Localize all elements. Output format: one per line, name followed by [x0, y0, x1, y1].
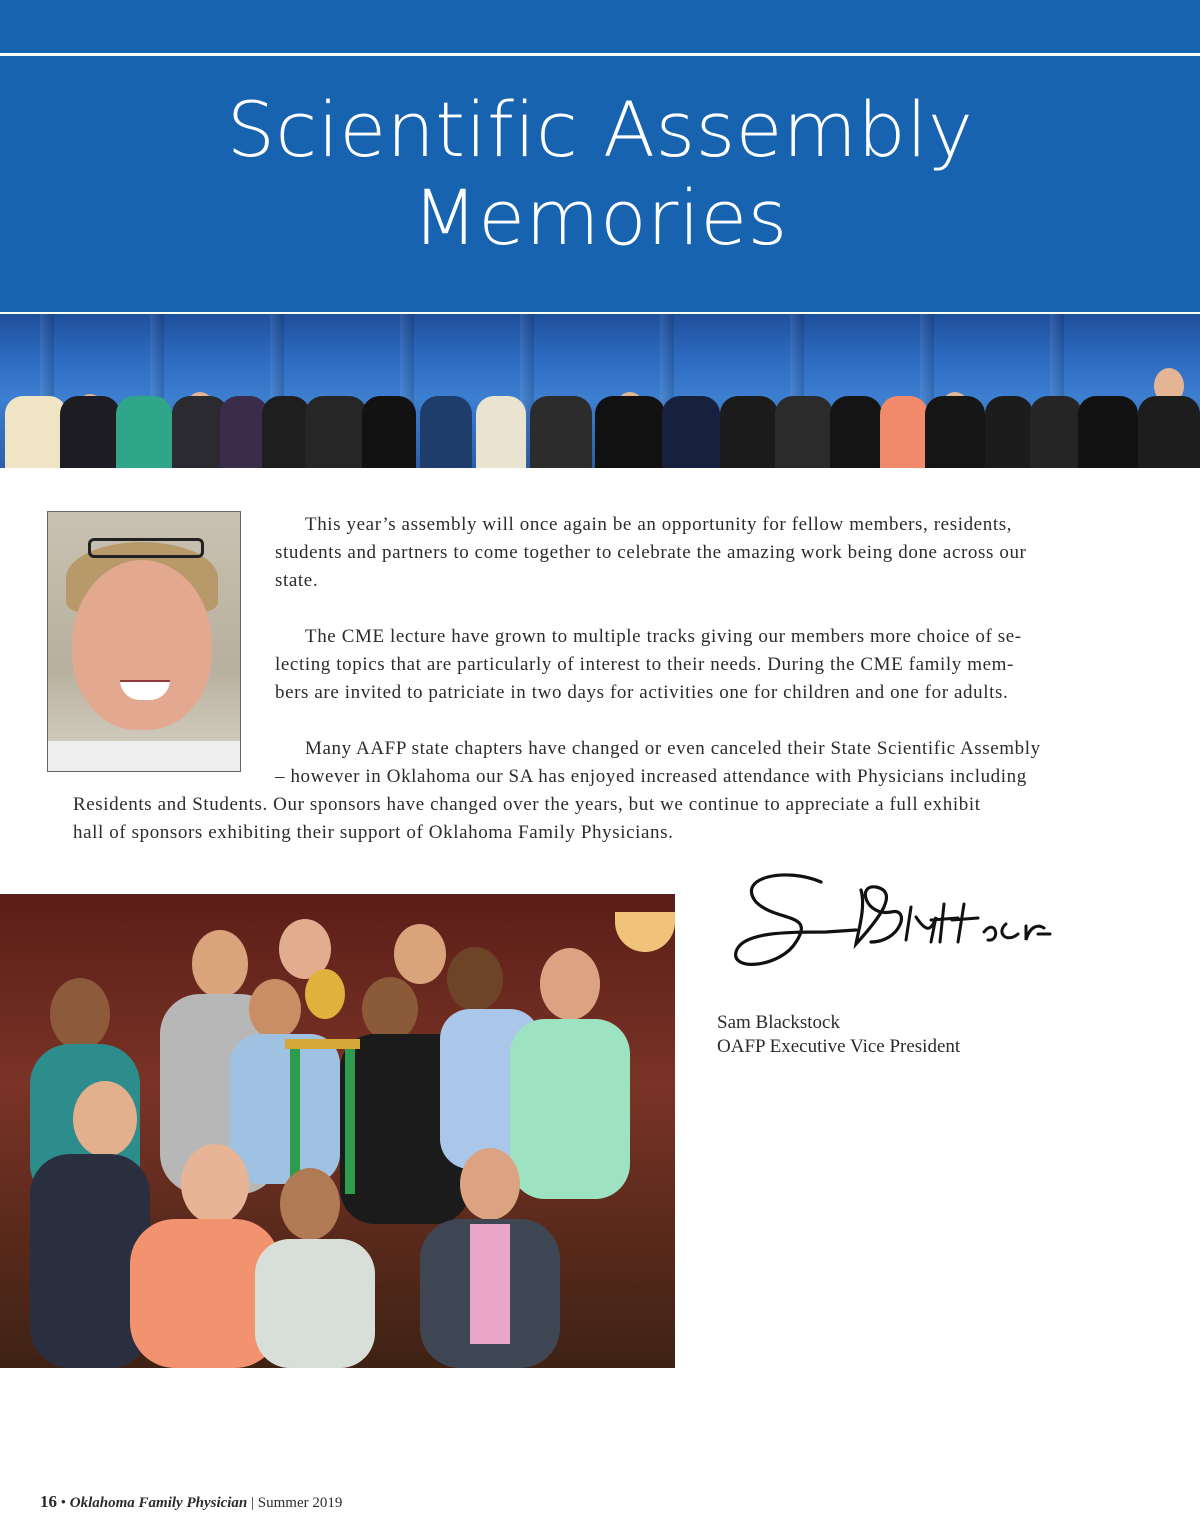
page-title — [0, 86, 1200, 262]
paragraph-line: state. — [275, 570, 319, 591]
paragraph-line: hall of sponsors exhibiting their support of Oklahoma Family Physicians. — [73, 822, 674, 843]
group-photo — [0, 314, 1200, 468]
team-trophy-photo — [0, 894, 675, 1368]
signatory-title: OAFP Executive Vice President — [717, 1036, 961, 1057]
magazine-name: Oklahoma Family Physician — [69, 1495, 248, 1511]
footer-bullet: • — [60, 1495, 67, 1511]
page-title-line-1: Scientific Assembly — [226, 85, 974, 174]
paragraph-line: This year’s assembly will once again be an opportunity for fellow members, residents, — [305, 514, 1013, 535]
paragraph-3-bottom — [73, 791, 1133, 847]
page-number: 16 — [40, 1492, 57, 1511]
paragraph-line: lecting topics that are particularly of interest to their needs. During the CME family mem- — [275, 654, 1014, 675]
portrait-photo — [47, 511, 241, 772]
page-title-line-2: Memories — [412, 173, 788, 262]
paragraph-1 — [275, 511, 1135, 595]
header-banner — [0, 0, 1200, 312]
paragraph-line: – however in Oklahoma our SA has enjoyed increased attendance with Physicians including — [275, 766, 1027, 787]
footer-separator: | — [251, 1495, 255, 1511]
paragraph-2 — [275, 623, 1135, 707]
paragraph-line: bers are invited to patriciate in two days for activities one for children and one for adults. — [275, 682, 1009, 703]
signature-image — [726, 862, 1056, 977]
paragraph-3-top — [275, 735, 1135, 791]
banner-divider — [0, 53, 1200, 56]
paragraph-line: Many AAFP state chapters have changed or even canceled their State Scientific Assembly — [305, 738, 1041, 759]
issue-date: Summer 2019 — [257, 1495, 343, 1511]
signatory-name: Sam Blackstock — [717, 1012, 840, 1033]
paragraph-line: The CME lecture have grown to multiple tracks giving our members more choice of se- — [305, 626, 1022, 647]
paragraph-line: Residents and Students. Our sponsors have changed over the years, but we continue to appreciate a full exhibit — [73, 794, 981, 815]
page-footer — [40, 1492, 342, 1512]
paragraph-line: students and partners to come together to celebrate the amazing work being done across our — [275, 542, 1027, 563]
